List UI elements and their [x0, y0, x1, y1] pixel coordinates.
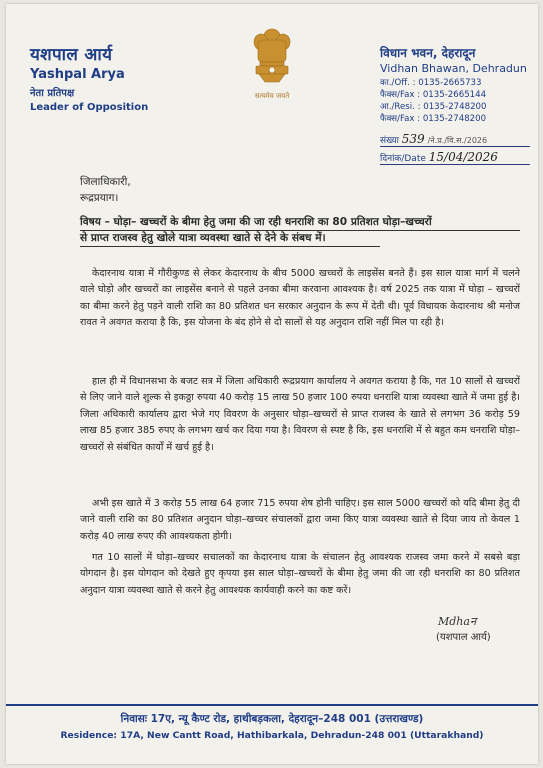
contact-line: फैक्स/Fax : 0135-2665144	[380, 90, 487, 100]
date-underline	[380, 164, 530, 165]
addressee	[80, 174, 131, 206]
office-english: Vidhan Bhawan, Dehradun	[380, 62, 527, 75]
letterhead-left	[30, 42, 148, 113]
footer-address-english: Residence: 17A, New Cantt Road, Hathibarkala, Dehradun-248 001 (Uttarakhand)	[60, 730, 484, 741]
office-hindi: विधान भवन, देहरादून	[380, 46, 476, 60]
paragraph: गत 10 सालों में घोड़ा–खच्चर सचालकों का केदारनाथ यात्रा के संचालन हेतु आवश्यक राजस्व जमा करने में सबसे बड़ा योगदान है। इस योगदान को देखते हुए कृपया इस साल घोड़ा–खच्चरों के बीमा हेतु जमा की जा रही धनराशि का 80 प्रतिशत अनुदान यात्रा व्यवस्था खाते से करने हेतु आवश्यक कार्यवाही करने का कष्ट करें।	[80, 552, 520, 596]
title-english: Leader of Opposition	[30, 102, 149, 113]
footer-address-hindi: निवासः 17ए, न्यू कैण्ट रोड, हाथीबड़कला, देहरादून–248 001 (उत्तराखण्ड)	[120, 713, 424, 725]
reference-number: 539	[401, 132, 425, 146]
reference-underline	[380, 146, 530, 147]
footer-divider	[6, 704, 538, 706]
date-label: दिनांक/Date	[380, 154, 426, 164]
reference-number-row	[380, 132, 498, 146]
name-english: Yashpal Arya	[30, 67, 125, 82]
date-row	[380, 150, 498, 164]
state-emblem	[246, 26, 298, 101]
paragraph: केदारनाथ यात्रा में गौरीकुण्ड से लेकर केदारनाथ के बीच 5000 खच्चरों के लाइसेंस बनते हैं। इस साल यात्रा मार्ग में चलने वाले घोड़ो और खच्चरों का लाइसेंस बनाने से पहले उनका बीमा करवाना आवश्यक है। वर्ष 2025 तक यात्रा में घोड़ा – खच्चरों का बीमा करने हेतु पड़ने वाली राशि का 80 प्रतिशत धन सरकार अनुदान के रूप में देती थी। पूर्व विधायक केदारनाथ श्री मनोज रावत ने अवगत कराया है कि, इस योजना के बंद होने से दो सालों से यह अनुदान राशि नहीं मिल पा रही है।	[80, 268, 521, 329]
contact-line: फैक्स/Fax : 0135-2748200	[380, 114, 487, 124]
signature-scribble: Mdhaन	[438, 615, 477, 628]
date-value: 15/04/2026	[428, 150, 498, 164]
signatory-name: (यशपाल आर्य)	[436, 632, 491, 643]
reference-suffix: /ने.प्र./वि.स./2026	[427, 136, 488, 145]
letterhead-right	[380, 44, 530, 125]
subject-underline	[80, 230, 520, 231]
contact-line: का./Off. : 0135-2665733	[380, 78, 482, 88]
contact-list	[380, 77, 530, 125]
subject-line: से प्राप्त राजस्व हेतु खोले यात्रा व्यवस्था खाते से देने के संबध में।	[80, 232, 326, 244]
contact-line: आ./Resi. : 0135-2748200	[380, 102, 487, 112]
paragraph: अभी इस खाते में 3 करोड़ 55 लाख 64 हजार 715 रुपया शेष होनी चाहिए। इस साल 5000 खच्चरों को यदि बीमा हेतु दी जाने वाली राशि का 80 प्रतिशत अनुदान घोड़ा–खच्चर संचालकों द्वारा जमा किए यात्रा व्यवस्था खाते से दिया जाय तो केवल 1 करोड़ 40 लाख रुपए की आवश्यकता होगी।	[80, 498, 520, 542]
addressee-line: रूद्रप्रयाग।	[80, 192, 119, 204]
subject-underline	[80, 246, 380, 247]
emblem-caption: सत्यमेव जयते	[254, 92, 290, 100]
title-hindi: नेता प्रतिपक्ष	[30, 88, 75, 99]
addressee-line: जिलाधिकारी,	[80, 176, 131, 188]
reference-block	[380, 132, 498, 164]
signature-block	[436, 614, 491, 643]
name-hindi: यशपाल आर्य	[30, 45, 113, 65]
subject-line: विषय – घोड़ा– खच्चरों के बीमा हेतु जमा की जा रही धनराशि का 80 प्रतिशत घोड़ा–खच्चरों	[80, 216, 432, 228]
paragraph: हाल ही में विधानसभा के बजट सत्र में जिला अधिकारी रूद्रप्रयाग कार्यालय ने अवगत कराया है कि, गत 10 सालों से खच्चरों से लिए जाने वाले शुल्क से इकठ्ठा रुपया 40 करोड़ 15 लाख 50 हजार 100 रुपया धनराशि यात्रा व्यवस्था खाते में जमा हुई है। जिला अधिकारी कार्यालय द्वारा भेजे गए विवरण के अनुसार घोड़ा–खच्चरों से प्राप्त राजस्व के खाते से लगभग 36 करोड़ 59 लाख 85 हजार 385 रुपए के लगभग खर्च कर दिया गया है। विवरण से स्पष्ट है कि, इस धनराशि में से बहुत कम धनराशि घोड़ा–खच्चरों से संबंधित कार्यों में खर्च हुई है।	[80, 376, 520, 453]
letter-page	[6, 4, 538, 764]
lion-capital-icon	[249, 26, 295, 90]
reference-label: संख्या	[380, 136, 399, 146]
